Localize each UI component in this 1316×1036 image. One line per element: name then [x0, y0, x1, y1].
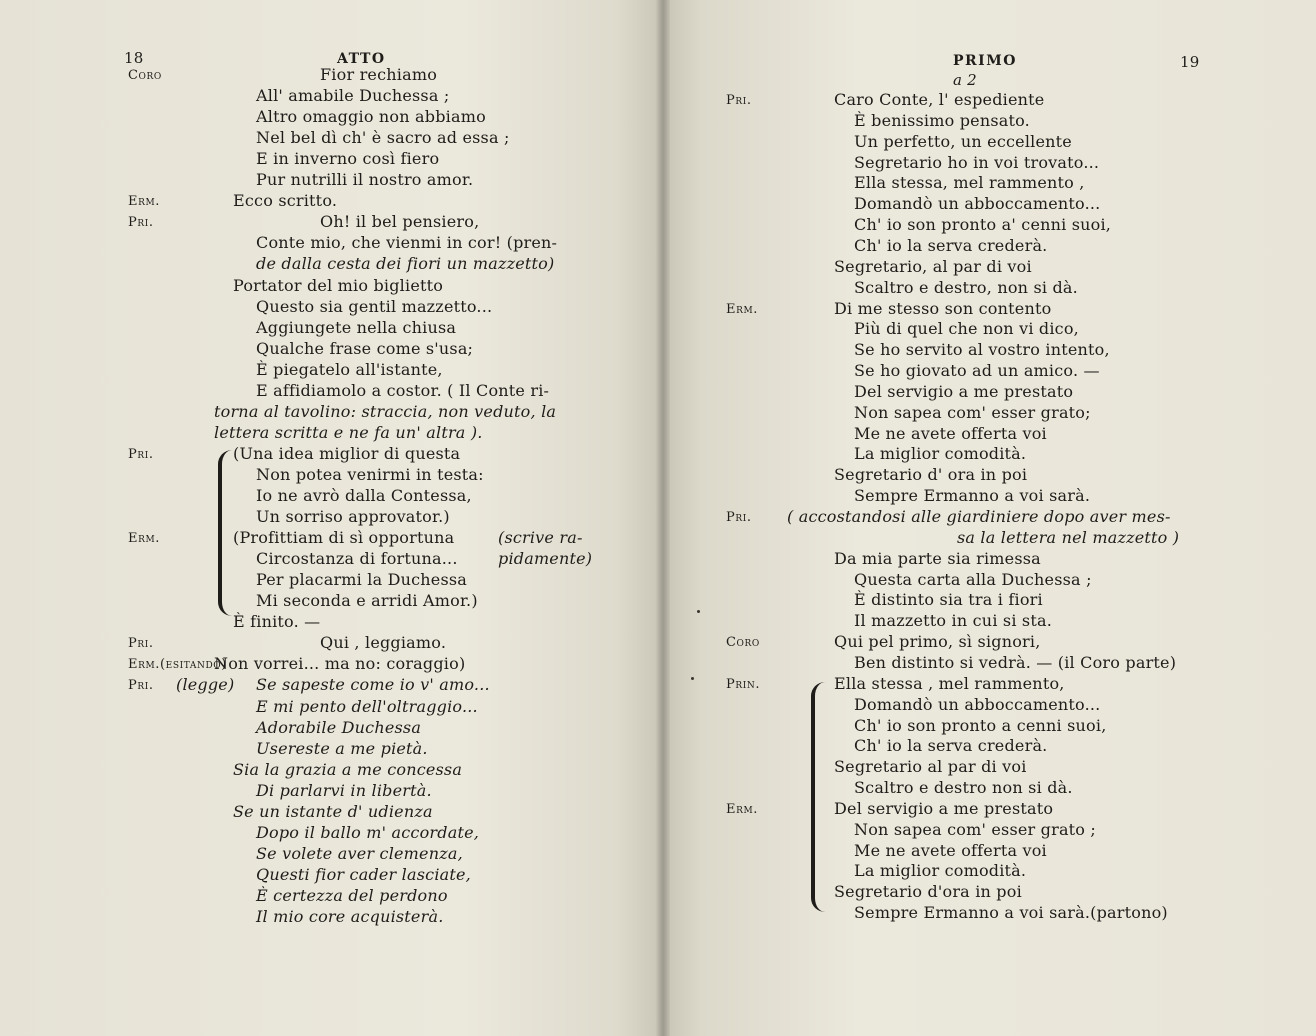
verse-line: Dopo il ballo m' accordate, [256, 822, 480, 842]
verse-line: Ben distinto si vedrà. — (il Coro parte) [854, 652, 1177, 672]
speaker-label: Erm.(esitando) [128, 657, 227, 673]
verse-line: Oh! il bel pensiero, [320, 212, 480, 232]
verse-line: Non potea venirmi in testa: [256, 464, 484, 484]
speaker-label: Pri. [128, 636, 154, 652]
verse-line: E mi pento dell'oltraggio... [256, 696, 478, 716]
verse-line: Ch' io son pronto a cenni suoi, [854, 715, 1107, 735]
verse-line: Sempre Ermanno a voi sarà. [854, 486, 1091, 506]
speaker-label: Pri. [128, 678, 154, 694]
speaker-label: Erm. [726, 801, 759, 817]
verse-line: È benissimo pensato. [854, 110, 1030, 130]
verse-line: (Profittiam di sì opportuna [233, 528, 455, 548]
verse-line: Questa carta alla Duchessa ; [854, 569, 1092, 589]
verse-line: Questi fior cader lasciate, [256, 864, 471, 884]
verse-line: Io ne avrò dalla Contessa, [256, 486, 472, 505]
verse-line: (Una idea miglior di questa [233, 443, 461, 463]
verse-line: È piegatelo all'istante, [256, 359, 443, 379]
verse-line: Di me stesso son contento [834, 298, 1052, 318]
verse-line: Qui , leggiamo. [320, 633, 447, 653]
verse-line: Ch' io la serva crederà. [854, 736, 1048, 756]
verse-line: Domandò un abboccamento... [854, 694, 1101, 714]
speaker-label: Pri. [128, 446, 154, 462]
verse-line: Del servigio a me prestato [834, 798, 1054, 818]
verse-line: Più di quel che non vi dico, [854, 319, 1079, 339]
verse-line: Mi seconda e arridi Amor.) [256, 591, 478, 611]
stage-direction: (legge) [176, 675, 235, 695]
verse-line: Un sorriso approvator.) [256, 507, 450, 527]
page-number: 19 [1180, 53, 1200, 71]
verse-line: Domandò un abboccamento... [854, 194, 1101, 214]
verse-line: Pur nutrilli il nostro amor. [256, 170, 474, 190]
stage-direction: pidamente) [498, 549, 593, 569]
verse-line: Usereste a me pietà. [256, 738, 428, 758]
verse-line: Ch' io son pronto a' cenni suoi, [854, 215, 1112, 235]
verse-line: È distinto sia tra i fiori [854, 590, 1043, 610]
verse-line: Segretario al par di voi [834, 757, 1027, 777]
verse-line: Scaltro e destro non si dà. [854, 778, 1073, 798]
book-gutter [656, 0, 670, 1036]
verse-line: Un perfetto, un eccellente [854, 131, 1072, 151]
verse-line: de dalla cesta dei fiori un mazzetto) [256, 254, 555, 274]
verse-line: Ella stessa, mel rammento , [854, 173, 1085, 193]
verse-line: Segretario d'ora in poi [834, 882, 1022, 902]
running-head: PRIMO [953, 53, 1017, 69]
verse-line: Questo sia gentil mazzetto... [256, 296, 493, 316]
speaker-label: Pri. [128, 215, 154, 231]
verse-line: lettera scritta e ne fa un' altra ). [214, 422, 483, 442]
verse-line: È finito. — [233, 612, 321, 632]
verse-line: torna al tavolino: straccia, non veduto, la [214, 401, 557, 421]
speaker-label: Pri. [726, 510, 752, 525]
speaker-label: Pri. [726, 93, 752, 108]
verse-line: Me ne avete offerta voi [854, 423, 1047, 443]
verse-line: Circostanza di fortuna... [256, 549, 458, 569]
verse-line: E in inverno così fiero [256, 149, 440, 169]
verse-line: Non sapea com' esser grato; [854, 402, 1091, 422]
verse-line: Se ho servito al vostro intento, [854, 340, 1110, 360]
speaker-brace [218, 450, 232, 616]
verse-line: Se ho giovato ad un amico. — [854, 361, 1100, 381]
verse-line: Di parlarvi in libertà. [256, 780, 432, 800]
verse-line: Nel bel dì ch' è sacro ad essa ; [256, 128, 510, 148]
verse-line: La miglior comodità. [854, 861, 1027, 881]
verse-line: Segretario ho in voi trovato... [854, 152, 1100, 172]
verse-line: Ecco scritto. [233, 191, 338, 211]
verse-line: ( accostandosi alle giardiniere dopo aver mes- [787, 507, 1171, 526]
verse-line: Se sapeste come io v' amo... [256, 675, 490, 695]
verse-line: Non sapea com' esser grato ; [854, 819, 1097, 839]
page-number: 18 [124, 49, 144, 67]
speaker-brace [811, 682, 825, 912]
verse-line: Altro omaggio non abbiamo [256, 107, 486, 127]
verse-line: Qualche frase come s'usa; [256, 338, 474, 358]
verse-line: Adorabile Duchessa [256, 717, 422, 737]
verse-line: Conte mio, che vienmi in cor! (pren- [256, 233, 558, 253]
verse-line: Del servigio a me prestato [854, 381, 1074, 401]
verse-line: Per placarmi la Duchessa [256, 570, 468, 590]
verse-line: Sia la grazia a me concessa [233, 759, 463, 779]
verse-line: Se volete aver clemenza, [256, 843, 463, 863]
verse-line: Il mio core acquisterà. [256, 907, 444, 926]
verse-line: E affidiamolo a costor. ( Il Conte ri- [256, 380, 550, 400]
verse-line: All' amabile Duchessa ; [256, 86, 450, 106]
verse-line: Segretario, al par di voi [834, 256, 1032, 276]
speaker-label: Coro [726, 635, 760, 651]
verse-line: sa la lettera nel mazzetto ) [957, 527, 1180, 547]
verse-line: La miglior comodità. [854, 444, 1027, 464]
ink-speck [697, 610, 700, 613]
stage-direction: (scrive ra- [498, 528, 583, 548]
running-head: ATTO [337, 51, 386, 67]
ink-speck [691, 677, 694, 680]
speaker-label: Erm. [128, 531, 161, 547]
verse-line: Ella stessa , mel rammento, [834, 673, 1065, 693]
speaker-label: Erm. [128, 194, 161, 210]
speaker-label: Erm. [726, 301, 759, 317]
speaker-label: Prin. [726, 676, 761, 692]
sub-head: a 2 [953, 71, 977, 89]
verse-line: Il mazzetto in cui si sta. [854, 611, 1052, 631]
verse-line: Caro Conte, l' espediente [834, 90, 1045, 109]
verse-line: Ch' io la serva crederà. [854, 235, 1048, 255]
verse-line: Se un istante d' udienza [233, 801, 433, 821]
verse-line: Aggiungete nella chiusa [256, 317, 457, 337]
verse-line: Portator del mio biglietto [233, 275, 444, 295]
verse-line: Fior rechiamo [320, 65, 438, 84]
verse-line: È certezza del perdono [256, 885, 448, 905]
verse-line: Scaltro e destro, non si dà. [854, 277, 1078, 297]
verse-line: Qui pel primo, sì signori, [834, 632, 1041, 652]
speaker-label: Coro [128, 68, 162, 83]
verse-line: Non vorrei... ma no: coraggio) [214, 654, 466, 674]
verse-line: Sempre Ermanno a voi sarà.(partono) [854, 903, 1168, 923]
verse-line: Da mia parte sia rimessa [834, 548, 1041, 568]
verse-line: Me ne avete offerta voi [854, 840, 1047, 860]
right-page [663, 0, 1316, 1036]
verse-line: Segretario d' ora in poi [834, 465, 1028, 485]
